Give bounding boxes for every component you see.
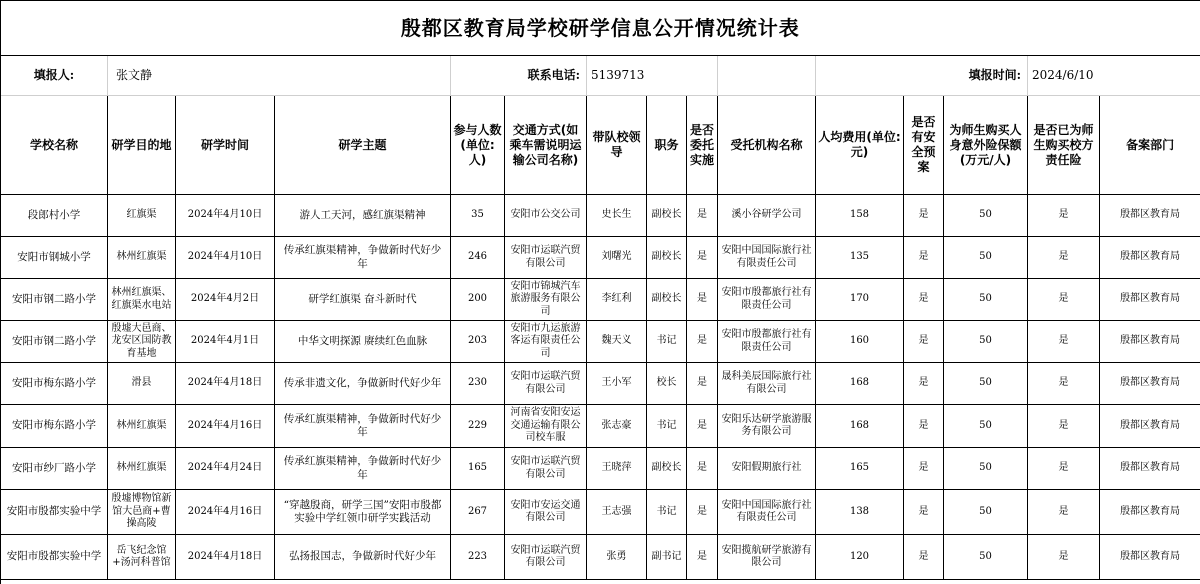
cell-position[interactable]: 副校长: [647, 195, 687, 237]
cell-fee[interactable]: 158: [816, 195, 904, 237]
cell-safety[interactable]: 是: [904, 448, 944, 490]
header-leader: 带队校领导: [587, 96, 647, 195]
header-dept: 备案部门: [1100, 96, 1200, 195]
cell-school[interactable]: 安阳市殷都实验中学: [1, 535, 108, 580]
header-row: [1, 96, 1200, 195]
cell-count[interactable]: 246: [451, 237, 505, 279]
info-spacer: [718, 56, 816, 96]
cell-insurance[interactable]: 50: [944, 237, 1028, 279]
table-row: [1, 490, 1200, 535]
header-school: 学校名称: [1, 96, 108, 195]
cell-liability[interactable]: 是: [1028, 321, 1100, 363]
cell-school[interactable]: 安阳市钢二路小学: [1, 321, 108, 363]
cell-dept[interactable]: 殷都区教育局: [1100, 321, 1200, 363]
date-label: 填报时间:: [816, 56, 1028, 96]
cell-count[interactable]: 200: [451, 279, 505, 321]
cell-insurance[interactable]: 50: [944, 279, 1028, 321]
table-row: [1, 321, 1200, 363]
cell-transport[interactable]: 安阳市运联汽贸有限公司: [505, 363, 587, 405]
phone-value[interactable]: 5139713: [587, 56, 718, 96]
header-position: 职务: [647, 96, 687, 195]
cell-safety[interactable]: 是: [904, 490, 944, 535]
cell-insurance[interactable]: 50: [944, 195, 1028, 237]
cell-dept[interactable]: 殷都区教育局: [1100, 490, 1200, 535]
cell-liability[interactable]: 是: [1028, 405, 1100, 448]
cell-dept[interactable]: 殷都区教育局: [1100, 195, 1200, 237]
cell-safety[interactable]: 是: [904, 279, 944, 321]
cell-entrusted[interactable]: 是: [687, 405, 718, 448]
cell-safety[interactable]: 是: [904, 363, 944, 405]
filler-name[interactable]: 张文静: [108, 56, 451, 96]
cell-agency[interactable]: 安阳揽航研学旅游有限公司: [718, 535, 816, 580]
phone-label: 联系电话:: [451, 56, 587, 96]
cell-date[interactable]: 2024年4月1日: [176, 321, 275, 363]
cell-safety[interactable]: 是: [904, 405, 944, 448]
cell-dept[interactable]: 殷都区教育局: [1100, 405, 1200, 448]
header-safety: 是否有安全预案: [904, 96, 944, 195]
cell-count[interactable]: 203: [451, 321, 505, 363]
cell-entrusted[interactable]: 是: [687, 448, 718, 490]
header-date: 研学时间: [176, 96, 275, 195]
cell-entrusted[interactable]: 是: [687, 535, 718, 580]
sheet-left-border: [0, 0, 1, 584]
cell-dept[interactable]: 殷都区教育局: [1100, 363, 1200, 405]
cell-date[interactable]: 2024年4月10日: [176, 237, 275, 279]
header-destination: 研学目的地: [108, 96, 176, 195]
cell-fee[interactable]: 168: [816, 405, 904, 448]
cell-safety[interactable]: 是: [904, 321, 944, 363]
header-liability: 是否已为师生购买校方责任险: [1028, 96, 1100, 195]
table-row: [1, 405, 1200, 448]
cell-agency[interactable]: 溪小谷研学公司: [718, 195, 816, 237]
cell-entrusted[interactable]: 是: [687, 321, 718, 363]
cell-position[interactable]: 副校长: [647, 448, 687, 490]
cell-leader[interactable]: 刘曙光: [587, 237, 647, 279]
cell-school[interactable]: 安阳市纱厂路小学: [1, 448, 108, 490]
cell-count[interactable]: 230: [451, 363, 505, 405]
cell-theme[interactable]: 传承红旗渠精神，争做新时代好少年: [275, 237, 451, 279]
header-entrusted: 是否委托实施: [687, 96, 718, 195]
header-theme: 研学主题: [275, 96, 451, 195]
cell-safety[interactable]: 是: [904, 237, 944, 279]
cell-destination[interactable]: 林州红旗渠: [108, 448, 176, 490]
cell-agency[interactable]: 安阳中国国际旅行社有限责任公司: [718, 490, 816, 535]
cell-leader[interactable]: 王志强: [587, 490, 647, 535]
cell-agency[interactable]: 安阳乐达研学旅游服务有限公司: [718, 405, 816, 448]
cell-transport[interactable]: 安阳市运联汽贸有限公司: [505, 237, 587, 279]
cell-theme[interactable]: 中华文明探源 赓续红色血脉: [275, 321, 451, 363]
header-count: 参与人数(单位:人): [451, 96, 505, 195]
cell-date[interactable]: 2024年4月16日: [176, 490, 275, 535]
cell-position[interactable]: 副书记: [647, 535, 687, 580]
cell-fee[interactable]: 138: [816, 490, 904, 535]
cell-destination[interactable]: 红旗渠: [108, 195, 176, 237]
cell-agency[interactable]: 安阳假期旅行社: [718, 448, 816, 490]
cell-transport[interactable]: 安阳市运联汽贸有限公司: [505, 448, 587, 490]
cell-insurance[interactable]: 50: [944, 490, 1028, 535]
header-fee: 人均费用(单位:元): [816, 96, 904, 195]
cell-fee[interactable]: 135: [816, 237, 904, 279]
cell-leader[interactable]: 王晓萍: [587, 448, 647, 490]
cell-count[interactable]: 267: [451, 490, 505, 535]
cell-dept[interactable]: 殷都区教育局: [1100, 535, 1200, 580]
cell-insurance[interactable]: 50: [944, 363, 1028, 405]
cell-date[interactable]: 2024年4月2日: [176, 279, 275, 321]
cell-insurance[interactable]: 50: [944, 405, 1028, 448]
cell-transport[interactable]: 安阳市九运旅游客运有限责任公司: [505, 321, 587, 363]
cell-leader[interactable]: 魏天义: [587, 321, 647, 363]
cell-date[interactable]: 2024年4月18日: [176, 363, 275, 405]
cell-leader[interactable]: 王小军: [587, 363, 647, 405]
cell-school[interactable]: 安阳市梅东路小学: [1, 363, 108, 405]
table-row: [1, 195, 1200, 237]
cell-date[interactable]: 2024年4月10日: [176, 195, 275, 237]
table-row: [1, 279, 1200, 321]
cell-theme[interactable]: 传承红旗渠精神，争做新时代好少年: [275, 448, 451, 490]
cell-liability[interactable]: 是: [1028, 490, 1100, 535]
cell-destination[interactable]: 林州红旗渠: [108, 405, 176, 448]
title-row: [1, 1, 1200, 56]
cell-dept[interactable]: 殷都区教育局: [1100, 237, 1200, 279]
cell-fee[interactable]: 120: [816, 535, 904, 580]
table-row: [1, 448, 1200, 490]
cell-liability[interactable]: 是: [1028, 363, 1100, 405]
cell-date[interactable]: 2024年4月24日: [176, 448, 275, 490]
table-row: [1, 237, 1200, 279]
cell-school[interactable]: 安阳市钢二路小学: [1, 279, 108, 321]
cell-leader[interactable]: 张勇: [587, 535, 647, 580]
header-agency: 受托机构名称: [718, 96, 816, 195]
cell-fee[interactable]: 165: [816, 448, 904, 490]
cell-fee[interactable]: 170: [816, 279, 904, 321]
cell-agency[interactable]: 晟科美辰国际旅行社有限公司: [718, 363, 816, 405]
cell-liability[interactable]: 是: [1028, 195, 1100, 237]
header-transport: 交通方式(如乘车需说明运输公司名称): [505, 96, 587, 195]
table-row: [1, 535, 1200, 580]
cell-count[interactable]: 229: [451, 405, 505, 448]
cell-leader[interactable]: 李红利: [587, 279, 647, 321]
cell-transport[interactable]: 安阳市公交公司: [505, 195, 587, 237]
cell-position[interactable]: 校长: [647, 363, 687, 405]
cell-entrusted[interactable]: 是: [687, 363, 718, 405]
cell-position[interactable]: 书记: [647, 321, 687, 363]
cell-theme[interactable]: 传承非遗文化，争做新时代好少年: [275, 363, 451, 405]
cell-position[interactable]: 副校长: [647, 237, 687, 279]
cell-liability[interactable]: 是: [1028, 279, 1100, 321]
cell-liability[interactable]: 是: [1028, 237, 1100, 279]
cell-dept[interactable]: 殷都区教育局: [1100, 448, 1200, 490]
cell-theme[interactable]: 游人工天河，感红旗渠精神: [275, 195, 451, 237]
cell-date[interactable]: 2024年4月18日: [176, 535, 275, 580]
cell-entrusted[interactable]: 是: [687, 237, 718, 279]
cell-entrusted[interactable]: 是: [687, 490, 718, 535]
cell-position[interactable]: 书记: [647, 405, 687, 448]
cell-position[interactable]: 书记: [647, 490, 687, 535]
cell-date[interactable]: 2024年4月16日: [176, 405, 275, 448]
header-insurance: 为师生购买人身意外险保额(万元/人): [944, 96, 1028, 195]
cell-school[interactable]: 安阳市钢城小学: [1, 237, 108, 279]
cell-theme[interactable]: 研学红旗渠 奋斗新时代: [275, 279, 451, 321]
cell-school[interactable]: 安阳市殷都实验中学: [1, 490, 108, 535]
cell-destination[interactable]: 林州红旗渠、红旗渠水电站: [108, 279, 176, 321]
table-row: [1, 363, 1200, 405]
cell-school[interactable]: 段郎村小学: [1, 195, 108, 237]
cell-transport[interactable]: 安阳市安运交通有限公司: [505, 490, 587, 535]
cell-destination[interactable]: 林州红旗渠: [108, 237, 176, 279]
cell-count[interactable]: 223: [451, 535, 505, 580]
filler-label: 填报人:: [1, 56, 108, 96]
cell-dept[interactable]: 殷都区教育局: [1100, 279, 1200, 321]
cell-theme[interactable]: “穿越殷商，研学三国”安阳市殷都实验中学红领巾研学实践活动: [275, 490, 451, 535]
cell-fee[interactable]: 168: [816, 363, 904, 405]
cell-destination[interactable]: 殷墟大邑商、龙安区国防教育基地: [108, 321, 176, 363]
cell-safety[interactable]: 是: [904, 535, 944, 580]
cell-count[interactable]: 35: [451, 195, 505, 237]
cell-leader[interactable]: 史长生: [587, 195, 647, 237]
cell-insurance[interactable]: 50: [944, 448, 1028, 490]
cell-agency[interactable]: 安阳市殷都旅行社有限责任公司: [718, 321, 816, 363]
cell-insurance[interactable]: 50: [944, 535, 1028, 580]
cell-insurance[interactable]: 50: [944, 321, 1028, 363]
cell-theme[interactable]: 传承红旗渠精神，争做新时代好少年: [275, 405, 451, 448]
cell-entrusted[interactable]: 是: [687, 195, 718, 237]
cell-destination[interactable]: 殷墟博物馆新馆大邑商+曹操高陵: [108, 490, 176, 535]
cell-theme[interactable]: 弘扬报国志，争做新时代好少年: [275, 535, 451, 580]
cell-position[interactable]: 副校长: [647, 279, 687, 321]
cell-agency[interactable]: 安阳市殷都旅行社有限责任公司: [718, 279, 816, 321]
cell-safety[interactable]: 是: [904, 195, 944, 237]
info-row: [1, 56, 1200, 96]
date-value[interactable]: 2024/6/10: [1028, 56, 1200, 96]
cell-fee[interactable]: 160: [816, 321, 904, 363]
cell-school[interactable]: 安阳市梅东路小学: [1, 405, 108, 448]
cell-entrusted[interactable]: 是: [687, 279, 718, 321]
cell-transport[interactable]: 安阳市锦城汽车旅游服务有限公司: [505, 279, 587, 321]
cell-transport[interactable]: 安阳市运联汽贸有限公司: [505, 535, 587, 580]
cell-agency[interactable]: 安阳中国国际旅行社有限责任公司: [718, 237, 816, 279]
cell-leader[interactable]: 张志豪: [587, 405, 647, 448]
page-title: 殷都区教育局学校研学信息公开情况统计表: [1, 1, 1200, 56]
cell-transport[interactable]: 河南省安阳安运交通运输有限公司校车服: [505, 405, 587, 448]
cell-liability[interactable]: 是: [1028, 448, 1100, 490]
cell-destination[interactable]: 岳飞纪念馆+汤河科普馆: [108, 535, 176, 580]
cell-liability[interactable]: 是: [1028, 535, 1100, 580]
cell-destination[interactable]: 滑县: [108, 363, 176, 405]
cell-count[interactable]: 165: [451, 448, 505, 490]
